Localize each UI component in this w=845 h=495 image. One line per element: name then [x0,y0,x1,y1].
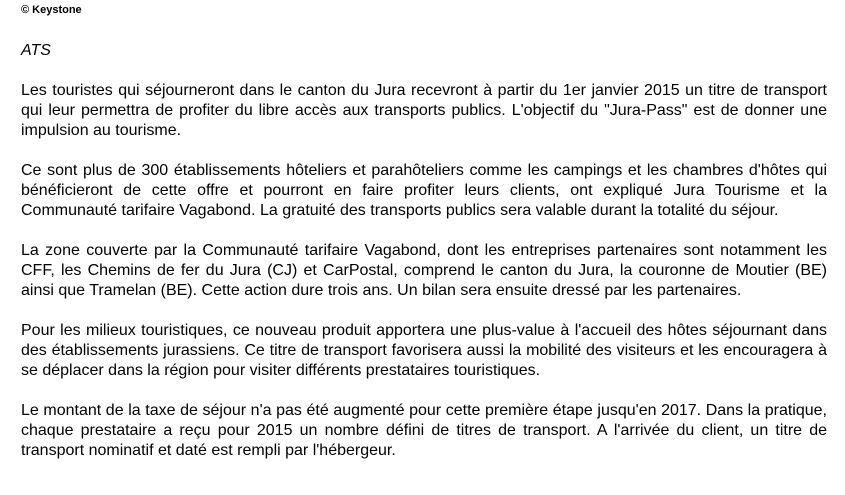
article-paragraph: Pour les milieux touristiques, ce nouveau produit apportera une plus-value à l'accueil des hôtes séjournant dans des établissements jurassiens. Ce titre de transport favorisera aussi la mobilité des visiteurs et les encouragera à se déplacer dans la région pour visiter différents prestataires touristiques. [21,322,827,379]
article-paragraph: La zone couverte par la Communauté tarifaire Vagabond, dont les entreprises partenaires sont notamment les CFF, les Chemins de fer du Jura (CJ) et CarPostal, comprend le canton du Jura, la couronne de Moutier (BE) ainsi que Tramelan (BE). Cette action dure trois ans. Un bilan sera ensuite dressé par les partenaires. [21,242,827,299]
photo-credit: © Keystone [21,4,82,16]
article-source: ATS [21,42,51,59]
article-paragraph: Les touristes qui séjourneront dans le canton du Jura recevront à partir du 1er janvier 2015 un titre de transport qui leur permettra de profiter du libre accès aux transports publics. L'objectif du "Jura-Pass" est de donner une impulsion au tourisme. [21,82,827,139]
article-paragraph: Ce sont plus de 300 établissements hôteliers et parahôteliers comme les campings et les chambres d'hôtes qui bénéficieront de cette offre et pourront en faire profiter leurs clients, ont expliqué Jura Tourisme et la Communauté tarifaire Vagabond. La gratuité des transports publics sera valable durant la totalité du séjour. [21,162,827,219]
article-body [21,41,827,461]
article-paragraph: Le montant de la taxe de séjour n'a pas été augmenté pour cette première étape jusqu'en 2017. Dans la pratique, chaque prestataire a reçu pour 2015 un nombre défini de titres de transport. A l'arrivée du client, un titre de transport nominatif et daté est rempli par l'hébergeur. [21,402,827,459]
